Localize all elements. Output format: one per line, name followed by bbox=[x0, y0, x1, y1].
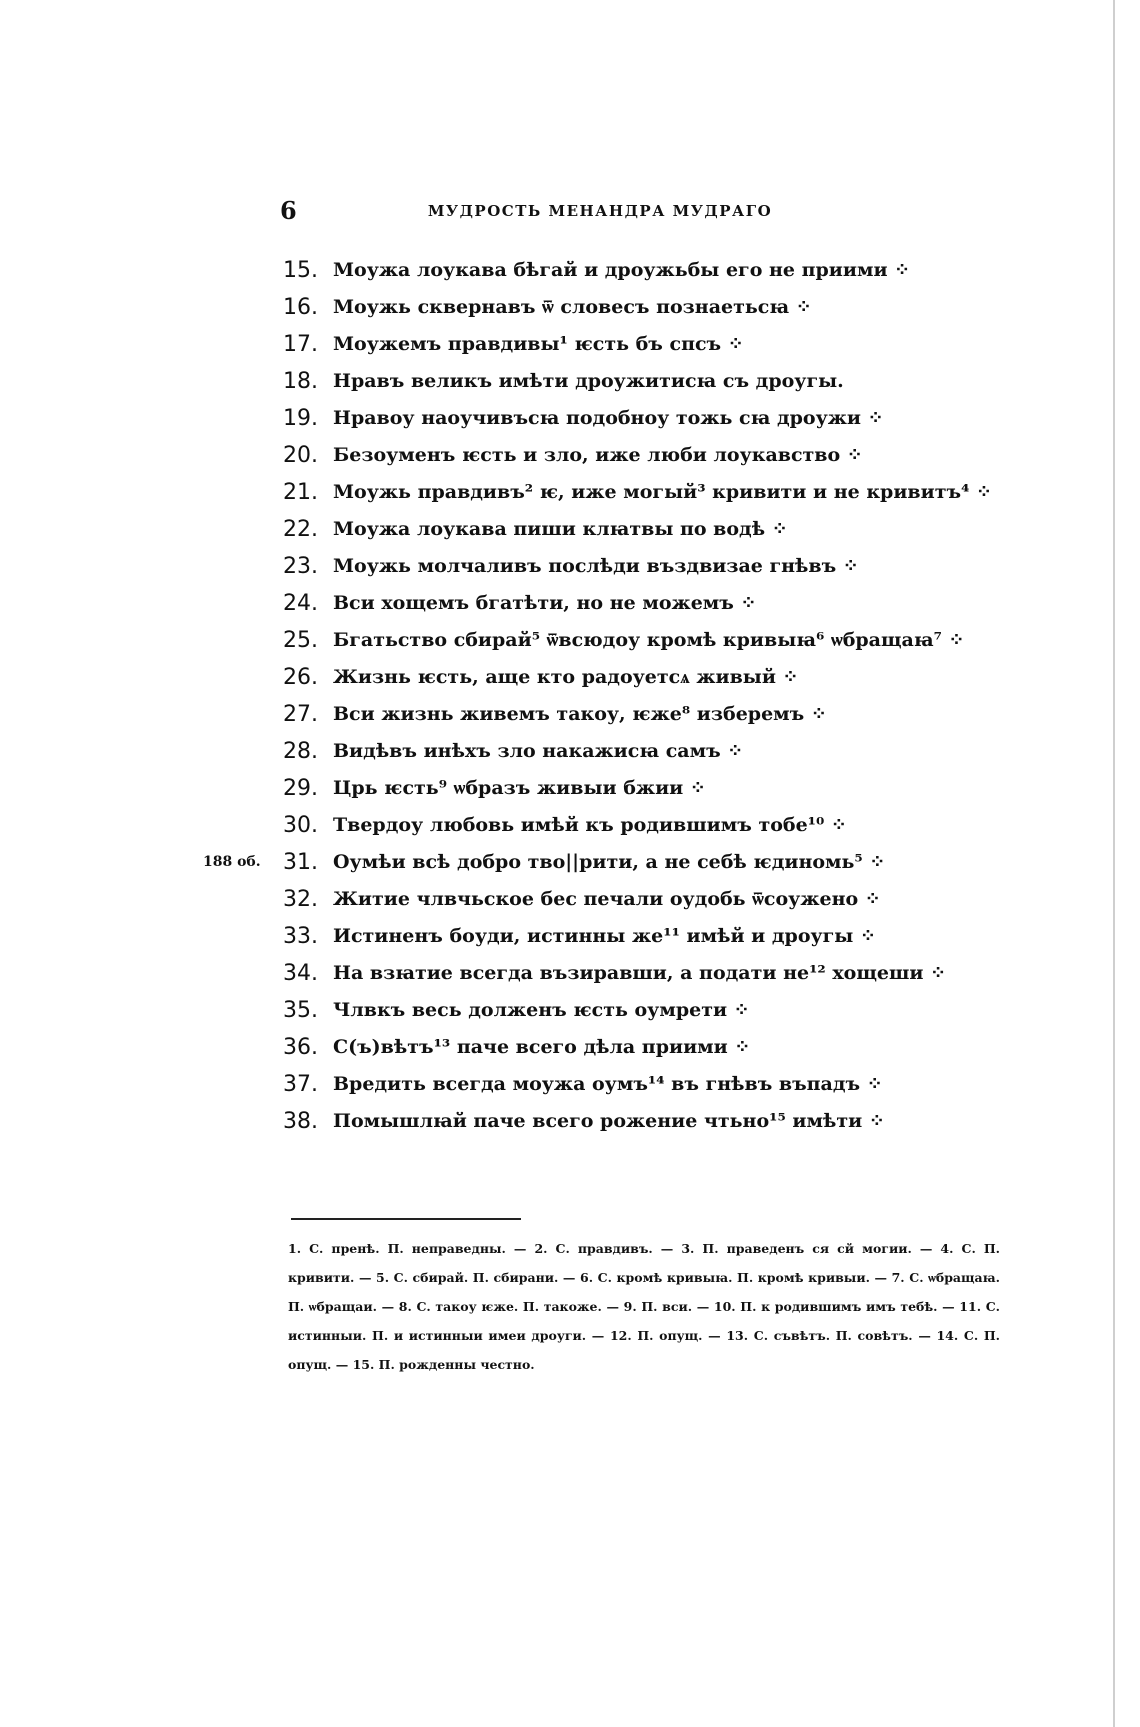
verse-number: 28. bbox=[283, 739, 318, 764]
verse-17 bbox=[283, 326, 1023, 363]
verse-number: 19. bbox=[283, 406, 318, 431]
verse-23 bbox=[283, 548, 1023, 585]
verse-22 bbox=[283, 511, 1023, 548]
verse-33 bbox=[283, 918, 1023, 955]
verse-text: Оумѣи всѣ добро тво||рити, а не себѣ ѥдиномь⁵ ⁘ bbox=[333, 851, 886, 873]
verse-text: Видѣвъ инѣхъ зло накажисꙗ самъ ⁘ bbox=[333, 740, 744, 762]
footnote-divider bbox=[291, 1218, 521, 1220]
verse-26 bbox=[283, 659, 1023, 696]
verse-35 bbox=[283, 992, 1023, 1029]
verse-31 bbox=[203, 844, 1023, 881]
verse-28 bbox=[283, 733, 1023, 770]
verse-number: 26. bbox=[283, 665, 318, 690]
verse-30 bbox=[283, 807, 1023, 844]
verse-number: 34. bbox=[283, 961, 318, 986]
verse-number: 20. bbox=[283, 443, 318, 468]
verse-number: 29. bbox=[283, 776, 318, 801]
verse-37 bbox=[283, 1066, 1023, 1103]
verse-number: 31. bbox=[283, 850, 318, 875]
verse-text: Нравоу наоучивъсꙗ подобноу тожь сꙗ дроужи ⁘ bbox=[333, 407, 884, 429]
verse-25 bbox=[283, 622, 1023, 659]
verse-38 bbox=[283, 1103, 1023, 1140]
verse-number: 16. bbox=[283, 295, 318, 320]
verse-34 bbox=[283, 955, 1023, 992]
verse-number: 30. bbox=[283, 813, 318, 838]
verse-text: Нравъ великъ имѣти дроужитисꙗ съ дроугы. bbox=[333, 370, 844, 392]
verse-29 bbox=[283, 770, 1023, 807]
verse-text: С(ъ)вѣтъ¹³ паче всего дѣла приими ⁘ bbox=[333, 1036, 751, 1058]
verse-number: 37. bbox=[283, 1072, 318, 1097]
verse-27 bbox=[283, 696, 1023, 733]
verse-number: 32. bbox=[283, 887, 318, 912]
running-head bbox=[280, 196, 840, 226]
verse-16 bbox=[283, 289, 1023, 326]
footnotes: 1. С. пренѣ. П. неправедны. — 2. С. правдивъ. — 3. П. праведенъ ся сй могии. — 4. С. П. кривити. — 5. С. сбирай. П. сбирани. — 6. С. кромѣ кривыꙗ. П. кромѣ кривыи. — 7. С. ѡбращаꙗ. П. ѡбращаи. — 8. С. такоу ѥже. П. такоже. — 9. П. вси. — 10. П. к родившимъ имъ тебѣ. — 11. С. истинныи. П. и истинныи имеи дроуги. — 12. П. опущ. — 13. С. съвѣтъ. П. совѣтъ. — 14. С. П. опущ. — 15. П. рожденны честно. bbox=[288, 1241, 1000, 1372]
verse-number: 27. bbox=[283, 702, 318, 727]
verse-number: 22. bbox=[283, 517, 318, 542]
verse-24 bbox=[283, 585, 1023, 622]
page-edge-rule bbox=[1113, 0, 1115, 1727]
verse-number: 25. bbox=[283, 628, 318, 653]
verse-number: 18. bbox=[283, 369, 318, 394]
verse-text: Помышлꙗй паче всего рожение чтьно¹⁵ имѣти ⁘ bbox=[333, 1110, 885, 1132]
page-number: 6 bbox=[280, 196, 297, 225]
verse-text: Члвкъ весь долженъ ѥсть оумрети ⁘ bbox=[333, 999, 750, 1021]
verse-number: 21. bbox=[283, 480, 318, 505]
verse-number: 38. bbox=[283, 1109, 318, 1134]
verse-36 bbox=[283, 1029, 1023, 1066]
verse-text: Моужь молчаливъ послѣди въздвизае гнѣвъ ⁘ bbox=[333, 555, 859, 577]
verse-text: Вси жизнь живемъ такоу, ѥже⁸ изберемъ ⁘ bbox=[333, 703, 827, 725]
verse-text: Црь ѥсть⁹ ѡбразъ живыи бжии ⁘ bbox=[333, 777, 706, 799]
verse-number: 36. bbox=[283, 1035, 318, 1060]
verse-21 bbox=[283, 474, 1023, 511]
verse-text: Моужь сквернавъ ѿ словесъ познаетьсꙗ ⁘ bbox=[333, 296, 812, 318]
verse-text: На взꙗтие всегда възиравши, а подати не¹² хощеши ⁘ bbox=[333, 962, 947, 984]
verse-15 bbox=[283, 252, 1023, 289]
verse-text: Моужь правдивъ² ѥ, иже могый³ кривити и не кривитъ⁴ ⁘ bbox=[333, 481, 992, 503]
page-title: МУДРОСТЬ МЕНАНДРА МУДРАГО bbox=[427, 202, 773, 220]
verse-number: 17. bbox=[283, 332, 318, 357]
verse-number: 33. bbox=[283, 924, 318, 949]
verse-32 bbox=[283, 881, 1023, 918]
verse-text: Моужа лоукава бѣгай и дроужьбы его не приими ⁘ bbox=[333, 259, 911, 281]
verse-19 bbox=[283, 400, 1023, 437]
verse-text: Моужемъ правдивы¹ ѥсть бъ спсъ ⁘ bbox=[333, 333, 744, 355]
verse-number: 15. bbox=[283, 258, 318, 283]
verse-text: Безоуменъ ѥсть и зло, иже люби лоукавство ⁘ bbox=[333, 444, 863, 466]
verse-20 bbox=[283, 437, 1023, 474]
verse-text: Истиненъ боуди, истинны же¹¹ имѣй и дроугы ⁘ bbox=[333, 925, 876, 947]
folio-margin-note: 188 об. bbox=[203, 854, 261, 870]
verse-number: 35. bbox=[283, 998, 318, 1023]
verse-text: Вси хощемъ бгатѣти, но не можемъ ⁘ bbox=[333, 592, 757, 614]
verse-text: Моужа лоукава пиши клꙗтвы по водѣ ⁘ bbox=[333, 518, 788, 540]
verse-text: Жизнь ѥсть, аще кто радоуетсѧ живый ⁘ bbox=[333, 666, 799, 688]
verse-18 bbox=[283, 363, 1023, 400]
verse-text: Вредить всегда моужа оумъ¹⁴ въ гнѣвъ въпадъ ⁘ bbox=[333, 1073, 883, 1095]
verse-text: Житие члвчьское бес печали оудобь ѿсоужено ⁘ bbox=[333, 888, 881, 910]
verse-number: 24. bbox=[283, 591, 318, 616]
verse-number: 23. bbox=[283, 554, 318, 579]
verse-text: Твердоу любовь имѣй къ родившимъ тобе¹⁰ ⁘ bbox=[333, 814, 847, 836]
verse-text: Бгатьство сбирай⁵ ѿвсюдоу кромѣ кривыꙗ⁶ ѡбращаꙗ⁷ ⁘ bbox=[333, 629, 965, 651]
verse-list bbox=[203, 252, 1023, 1140]
